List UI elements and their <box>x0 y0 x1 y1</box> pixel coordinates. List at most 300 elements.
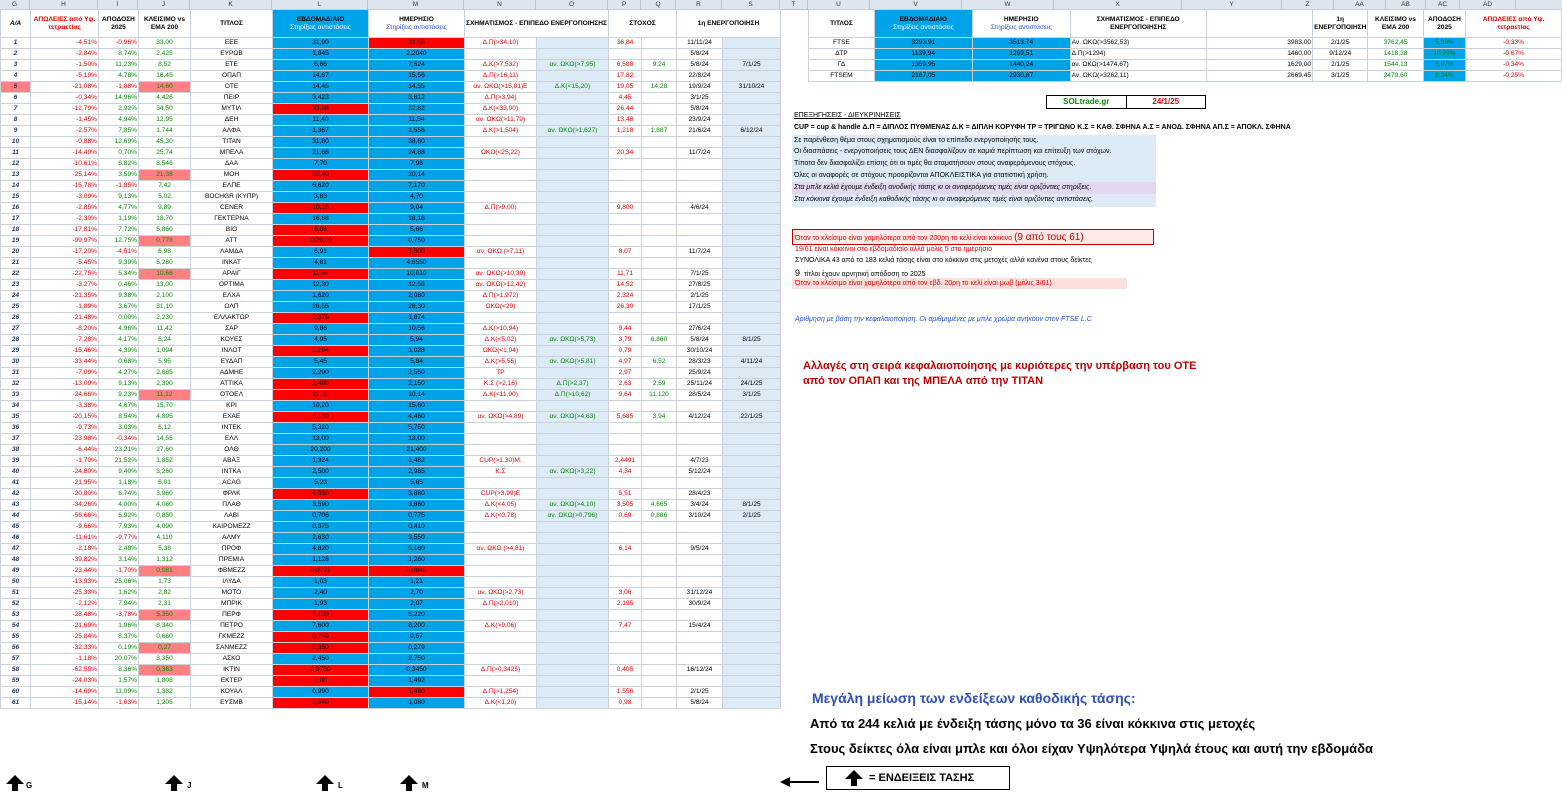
index-cell: 2930,87 <box>972 71 1070 82</box>
table-cell <box>677 236 723 247</box>
table-cell <box>642 566 677 577</box>
trend-legend-box <box>826 766 1010 790</box>
idx-header-pattern: ΣΧΗΜΑΤΙΣΜΟΣ - ΕΠΙΠΕΔΟ ΕΝΕΡΓΟΠΟΙΗΣΗΣ <box>1070 10 1206 38</box>
table-cell <box>465 632 537 643</box>
column-letter[interactable]: L <box>272 0 368 9</box>
column-letter[interactable]: G <box>0 0 30 9</box>
table-cell: 9,86 <box>273 324 369 335</box>
table-cell <box>723 280 781 291</box>
table-cell: 5,685 <box>609 412 642 423</box>
table-cell: 3,67% <box>99 302 139 313</box>
table-cell: 2,63 <box>609 379 642 390</box>
table-cell: 0,68% <box>99 357 139 368</box>
table-cell: 4,39% <box>99 346 139 357</box>
table-cell: -62,55% <box>31 665 99 676</box>
table-cell: 20 <box>1 247 31 258</box>
table-cell: 10,14 <box>369 390 465 401</box>
table-cell: -39,82% <box>31 555 99 566</box>
table-cell: 8,54% <box>99 412 139 423</box>
table-cell <box>723 445 781 456</box>
table-row <box>1 225 781 236</box>
table-cell <box>537 258 609 269</box>
table-row <box>1 313 781 324</box>
table-cell: 3/4/24 <box>677 500 723 511</box>
table-cell: ΜΠΕΛΑ <box>191 148 273 159</box>
table-cell <box>642 203 677 214</box>
table-cell: 2,4491 <box>609 456 642 467</box>
column-letter[interactable]: H <box>30 0 98 9</box>
table-cell: 8,74% <box>99 49 139 60</box>
table-row <box>1 434 781 445</box>
table-cell: 2,985 <box>369 467 465 478</box>
table-cell <box>609 181 642 192</box>
table-cell: 7,72% <box>99 225 139 236</box>
table-cell: ΠΕΡΦ <box>191 610 273 621</box>
table-cell: -9,73% <box>31 423 99 434</box>
idx-header-close: ΚΛΕΙΣΙΜΟ vs EMA 200 <box>1368 10 1423 38</box>
table-cell <box>642 115 677 126</box>
column-letter[interactable]: AD <box>1460 0 1516 9</box>
table-cell: 12,58 <box>369 280 465 291</box>
column-letter[interactable]: AC <box>1426 0 1460 9</box>
table-cell: ΟΡΤΙΜΑ <box>191 280 273 291</box>
table-cell: 25,74 <box>139 148 191 159</box>
table-row <box>1 71 781 82</box>
table-cell <box>642 577 677 588</box>
table-cell: 4,94% <box>99 115 139 126</box>
table-cell <box>642 423 677 434</box>
table-cell: 14,96% <box>99 93 139 104</box>
table-cell: 1,324 <box>273 456 369 467</box>
table-cell: 2,750 <box>369 654 465 665</box>
brand-date: 24/1/25 <box>1152 97 1180 106</box>
table-cell: 11,120 <box>642 390 677 401</box>
table-cell: 1,294 <box>273 346 369 357</box>
table-cell: ΚΑΙΡΟΜΕΖΖ <box>191 522 273 533</box>
table-cell: 4,426 <box>139 93 191 104</box>
table-cell: 9,04 <box>369 203 465 214</box>
table-cell: -7,28% <box>31 335 99 346</box>
table-cell <box>465 313 537 324</box>
table-cell <box>677 478 723 489</box>
table-cell: -28,48% <box>31 610 99 621</box>
table-cell: 14,28 <box>642 82 677 93</box>
table-cell: 2,230 <box>139 313 191 324</box>
table-row <box>1 269 781 280</box>
column-letter[interactable]: Y <box>1182 0 1282 9</box>
table-cell <box>537 115 609 126</box>
column-letter[interactable]: W <box>962 0 1054 9</box>
header-daily-sub: Στηρίξεις αντιστάσεις <box>386 23 447 31</box>
table-cell: αν. ΩΚΩ(>11,79) <box>465 115 537 126</box>
table-cell: 10,010 <box>369 269 465 280</box>
table-cell: 0,79 <box>609 346 642 357</box>
table-cell <box>723 203 781 214</box>
table-cell <box>723 577 781 588</box>
table-row <box>1 621 781 632</box>
table-cell <box>677 214 723 225</box>
table-cell <box>537 687 609 698</box>
table-cell: ΕΛΧΑ <box>191 291 273 302</box>
table-cell: -1,45% <box>31 115 99 126</box>
table-cell: ΕΥΔΑΠ <box>191 357 273 368</box>
table-cell: ΕΥΣΜΒ <box>191 698 273 709</box>
table-cell <box>642 533 677 544</box>
column-letter[interactable]: AB <box>1386 0 1426 9</box>
table-cell <box>723 302 781 313</box>
table-cell <box>723 148 781 159</box>
table-cell: 2,07 <box>369 599 465 610</box>
table-cell: 0,70% <box>99 148 139 159</box>
table-cell <box>537 610 609 621</box>
table-cell: 4,6550 <box>369 258 465 269</box>
table-cell: -5,45% <box>31 258 99 269</box>
table-cell: 15,60 <box>369 401 465 412</box>
table-cell: 0,0840 <box>369 566 465 577</box>
table-cell: ΣΑΡ <box>191 324 273 335</box>
table-cell <box>537 71 609 82</box>
table-cell <box>642 49 677 60</box>
column-letter[interactable]: J <box>138 0 190 9</box>
table-cell: 3,550 <box>369 533 465 544</box>
table-cell <box>677 137 723 148</box>
table-cell: 2,48% <box>99 544 139 555</box>
column-letter[interactable]: U <box>808 0 870 9</box>
table-cell: 3,880 <box>369 489 465 500</box>
table-cell: 2,92% <box>99 104 139 115</box>
table-cell: 4/7/23 <box>677 456 723 467</box>
table-cell: 2,150 <box>369 379 465 390</box>
table-cell: 2/1/25 <box>723 511 781 522</box>
table-cell: 0,46% <box>99 280 139 291</box>
table-cell: -23,44% <box>31 566 99 577</box>
table-cell: 40 <box>1 467 31 478</box>
index-row <box>809 71 1562 82</box>
table-cell: Δ.Κ(<33,00) <box>465 104 537 115</box>
table-cell: Δ.Κ(>9,06) <box>465 621 537 632</box>
table-cell: 22/8/24 <box>677 71 723 82</box>
column-letter[interactable]: N <box>464 0 536 9</box>
table-cell <box>642 181 677 192</box>
table-cell: 9,38% <box>99 291 139 302</box>
column-letter[interactable]: AA <box>1334 0 1386 9</box>
table-cell: 2,100 <box>139 291 191 302</box>
table-cell: αν. ΩΚΩ(>0,796) <box>537 511 609 522</box>
notes-line-2: Οι διασπάσεις - ενεργοποιήσεις τους ΔΕΝ διασφαλίζουν σε καμιά περίπτωση και επίτευξη των στόχων. <box>794 148 1112 155</box>
column-letter[interactable]: M <box>368 0 464 9</box>
table-cell: 1,03 <box>273 577 369 588</box>
index-cell: 5,38% <box>1423 38 1466 49</box>
table-cell <box>723 522 781 533</box>
table-cell: 22 <box>1 269 31 280</box>
table-cell: 14,55 <box>139 434 191 445</box>
table-cell <box>465 566 537 577</box>
table-cell: 6,860 <box>642 335 677 346</box>
table-cell <box>537 698 609 709</box>
table-cell: 0,19% <box>99 643 139 654</box>
table-cell <box>677 434 723 445</box>
table-cell <box>723 181 781 192</box>
table-cell: 0,363 <box>139 665 191 676</box>
index-cell: 1544,13 <box>1368 60 1423 71</box>
table-cell: 2,40 <box>273 588 369 599</box>
column-letter[interactable]: V <box>870 0 962 9</box>
table-cell: 5/12/24 <box>677 467 723 478</box>
table-cell <box>723 258 781 269</box>
table-cell: 28 <box>1 335 31 346</box>
idx-daily-sub: Στηρίξεις αντιστάσεις <box>990 23 1052 31</box>
table-cell <box>537 313 609 324</box>
column-letter[interactable]: Q <box>641 0 676 9</box>
table-cell: 1,93 <box>273 599 369 610</box>
table-cell: 52 <box>1 599 31 610</box>
table-cell: 24 <box>1 291 31 302</box>
idx-header-return: ΑΠΟΔΟΣΗ 2025 <box>1423 10 1466 38</box>
table-cell <box>537 291 609 302</box>
table-cell: 9,13% <box>99 192 139 203</box>
table-cell <box>537 654 609 665</box>
table-row <box>1 478 781 489</box>
table-cell: 30 <box>1 357 31 368</box>
table-cell: ΠΕΙΡ <box>191 93 273 104</box>
table-cell <box>723 665 781 676</box>
table-cell <box>537 280 609 291</box>
table-cell <box>465 610 537 621</box>
table-cell: -21,08% <box>31 82 99 93</box>
index-cell: 2479,60 <box>1368 71 1423 82</box>
table-cell: 13 <box>1 170 31 181</box>
table-cell: 6,98 <box>139 247 191 258</box>
column-letter[interactable]: O <box>536 0 608 9</box>
index-cell: 2/1/25 <box>1313 38 1368 49</box>
table-cell: 20,14 <box>369 170 465 181</box>
table-cell: 0,886 <box>642 511 677 522</box>
table-cell: ΑΛΜΥ <box>191 533 273 544</box>
table-cell: 1,744 <box>139 126 191 137</box>
table-cell: 8,546 <box>139 159 191 170</box>
info-line-4 <box>795 268 926 278</box>
table-cell <box>723 643 781 654</box>
table-cell: 5,94 <box>369 335 465 346</box>
table-cell: -24,66% <box>31 390 99 401</box>
table-cell: Δ.Π(>1,972) <box>465 291 537 302</box>
column-letter[interactable]: X <box>1054 0 1182 9</box>
table-cell: 5,320 <box>273 423 369 434</box>
table-cell: 4,77% <box>99 203 139 214</box>
table-cell: 0,775 <box>369 511 465 522</box>
table-cell: 4,96% <box>99 324 139 335</box>
table-cell: 0,706 <box>273 511 369 522</box>
table-cell: -3,27% <box>31 280 99 291</box>
table-cell: Δ.Π(>34,10) <box>465 38 537 49</box>
table-cell: Δ.Κ(<4,05) <box>465 500 537 511</box>
table-cell: 3,79 <box>609 335 642 346</box>
table-cell <box>537 599 609 610</box>
table-cell: -2,85% <box>31 203 99 214</box>
table-cell: Δ.Κ(<5,02) <box>465 335 537 346</box>
table-cell: 4,17% <box>99 335 139 346</box>
table-cell <box>465 533 537 544</box>
table-cell: 4,78% <box>99 71 139 82</box>
table-cell: 19/9/24 <box>677 82 723 93</box>
table-cell: 3,960 <box>139 489 191 500</box>
table-cell: 26,55 <box>273 302 369 313</box>
index-cell: 2/1/25 <box>1313 60 1368 71</box>
table-cell: -15,46% <box>31 346 99 357</box>
info-line-6: Αριθμηση με βάση την κεφαλαιοποίηση. Οι αριθμημένες με μπλε χρώμα ανήκουν στον FTSE L.C <box>795 316 1092 323</box>
column-letter[interactable]: S <box>722 0 780 9</box>
summary-line-1: Από τα 244 κελιά με ένδειξη τάσης μόνο τα 36 είναι κόκκινα στις μετοχές <box>810 716 1256 731</box>
index-cell: 3983,00 <box>1206 38 1312 49</box>
table-cell: -1,18% <box>31 654 99 665</box>
column-letter[interactable]: Z <box>1282 0 1334 9</box>
table-cell: 1,21 <box>369 577 465 588</box>
table-cell: 41 <box>1 478 31 489</box>
table-cell: 20,34 <box>609 148 642 159</box>
table-cell <box>537 632 609 643</box>
table-cell: 0,375 <box>273 522 369 533</box>
trend-legend-arrow <box>845 770 863 786</box>
table-cell <box>609 533 642 544</box>
table-cell: -0,88% <box>31 137 99 148</box>
table-cell: ΟΤΟΕΛ <box>191 390 273 401</box>
table-cell <box>677 555 723 566</box>
table-cell: 4,060 <box>273 489 369 500</box>
table-cell <box>537 104 609 115</box>
table-cell: 13,48 <box>609 115 642 126</box>
table-cell: αν. ΩΚΩ(>4,63) <box>537 412 609 423</box>
table-cell: 25/11/24 <box>677 379 723 390</box>
table-cell: 3,14% <box>99 555 139 566</box>
table-cell <box>677 170 723 181</box>
table-cell: Δ.Π(>0,3425) <box>465 665 537 676</box>
table-row <box>1 137 781 148</box>
table-cell: 24,88 <box>369 148 465 159</box>
index-cell: 1440,24 <box>972 60 1070 71</box>
table-cell: 8/1/25 <box>723 500 781 511</box>
column-letter[interactable]: I <box>98 0 138 9</box>
arrow-up-icon <box>400 775 418 784</box>
table-cell: Δ.Κ(<15,20) <box>537 82 609 93</box>
table-cell: ΠΡΟΦ <box>191 544 273 555</box>
table-cell: 28/5/24 <box>677 390 723 401</box>
table-cell: 14,45 <box>273 82 369 93</box>
table-cell: -4,51% <box>31 38 99 49</box>
table-cell: 21/6/24 <box>677 126 723 137</box>
table-cell: ΟΛΘ <box>191 445 273 456</box>
header-close: ΚΛΕΙΣΙΜΟ vs EMA 200 <box>139 10 191 38</box>
table-cell <box>609 632 642 643</box>
table-row <box>1 247 781 258</box>
table-cell <box>537 621 609 632</box>
table-cell: 12,75% <box>99 236 139 247</box>
table-row <box>1 577 781 588</box>
table-cell: 5/8/24 <box>677 698 723 709</box>
table-cell <box>642 687 677 698</box>
table-cell: -3,38% <box>31 401 99 412</box>
table-cell <box>642 269 677 280</box>
table-cell: -0,34% <box>99 434 139 445</box>
table-cell: 54 <box>1 621 31 632</box>
table-cell: 9,39% <box>99 258 139 269</box>
table-cell: 0,00% <box>99 313 139 324</box>
table-cell: 1,852 <box>139 456 191 467</box>
table-cell <box>609 643 642 654</box>
column-letter[interactable]: P <box>608 0 641 9</box>
table-cell: 5,38 <box>139 544 191 555</box>
table-cell: ΔΕΗ <box>191 115 273 126</box>
table-cell <box>677 610 723 621</box>
table-row <box>1 467 781 478</box>
index-cell: 1359,95 <box>874 60 972 71</box>
table-cell: 11,12 <box>139 390 191 401</box>
table-cell: -25,84% <box>31 632 99 643</box>
table-cell: 39 <box>1 456 31 467</box>
table-cell: 5/8/24 <box>677 335 723 346</box>
table-cell: 15/4/24 <box>677 621 723 632</box>
table-cell <box>723 566 781 577</box>
table-row <box>1 170 781 181</box>
table-cell: 6,620 <box>273 181 369 192</box>
table-cell <box>465 445 537 456</box>
table-cell <box>677 423 723 434</box>
table-cell: ΙΝΚΑΤ <box>191 258 273 269</box>
table-cell <box>537 522 609 533</box>
table-cell: 1,808 <box>139 676 191 687</box>
table-cell <box>723 104 781 115</box>
column-letter[interactable]: T <box>780 0 808 9</box>
notes-line-6: Στα κόκκινα έχουμε ένδειξη καθοδικής τάσης κι οι αναφερόμενες τιμές είναι οριζόντιες αντιστάσεις. <box>794 196 1094 203</box>
table-row <box>1 610 781 621</box>
table-cell <box>723 434 781 445</box>
table-row <box>1 214 781 225</box>
table-cell: ΙΝΤΕΚ <box>191 423 273 434</box>
table-cell: -21,69% <box>31 621 99 632</box>
table-cell: 11 <box>1 148 31 159</box>
table-cell <box>642 610 677 621</box>
index-header-row <box>809 10 1562 38</box>
table-cell: 2,450 <box>273 654 369 665</box>
table-cell: -13,93% <box>31 577 99 588</box>
table-cell: 3,260 <box>139 467 191 478</box>
table-row <box>1 632 781 643</box>
table-cell <box>609 478 642 489</box>
table-cell: ΜΟΤΟ <box>191 588 273 599</box>
header-target: ΣΤΟΧΟΣ <box>609 10 677 38</box>
table-cell: 2,2040 <box>369 49 465 60</box>
column-letter[interactable]: K <box>190 0 272 9</box>
table-cell: 16/12/24 <box>677 665 723 676</box>
table-cell: ΜΠΡΙΚ <box>191 599 273 610</box>
stocks-table <box>0 9 781 709</box>
table-cell: 15,56 <box>369 71 465 82</box>
table-cell: 9 <box>1 126 31 137</box>
table-cell: 1,73 <box>139 577 191 588</box>
table-cell: ΑΒΑΞ <box>191 456 273 467</box>
table-cell: -3,09% <box>31 192 99 203</box>
index-cell: 1418,38 <box>1368 49 1423 60</box>
table-cell: 12,95 <box>139 115 191 126</box>
table-cell <box>465 225 537 236</box>
table-cell: 31,90 <box>273 38 369 49</box>
table-cell <box>723 313 781 324</box>
column-letter[interactable]: R <box>676 0 722 9</box>
table-cell: 9,40% <box>99 467 139 478</box>
table-cell: -2,84% <box>31 49 99 60</box>
table-cell: -1,63% <box>99 698 139 709</box>
table-row <box>1 181 781 192</box>
table-cell <box>642 170 677 181</box>
